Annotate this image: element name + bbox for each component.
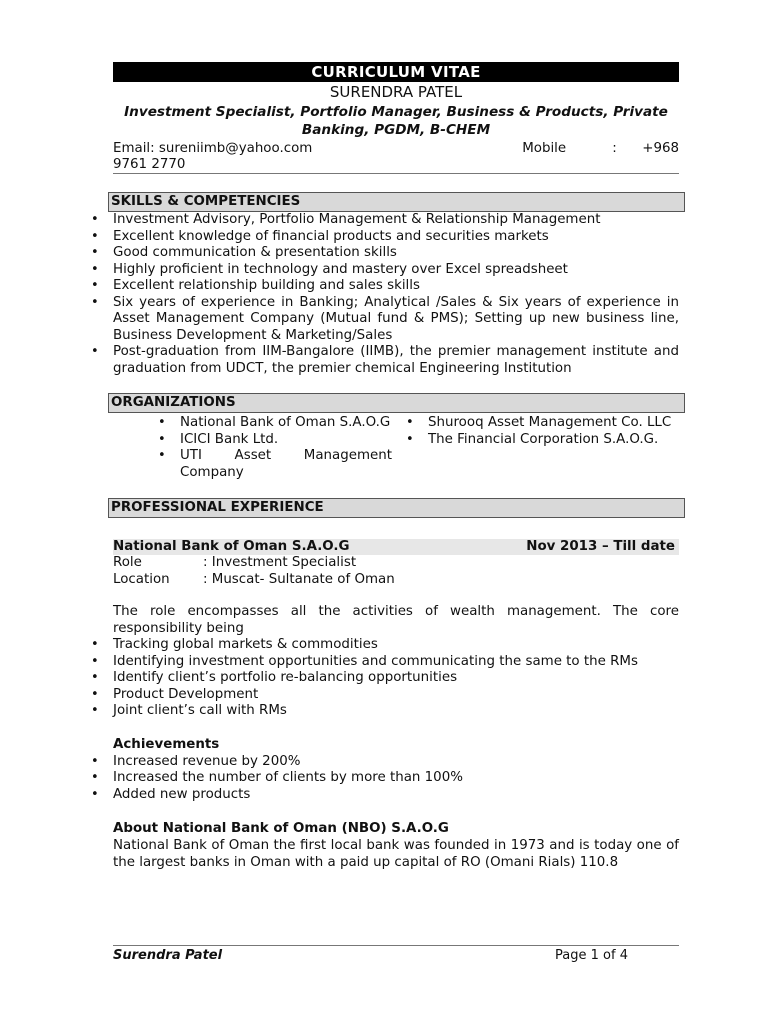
document-title: CURRICULUM VITAE [113,62,679,82]
candidate-name: SURENDRA PATEL [329,83,463,101]
header-divider [113,173,679,174]
about-text: National Bank of Oman the first local bank was founded in 1973 and is today one of the largest banks in Oman with a paid up capital of RO (Omani Rials) 110.8 [113,838,679,870]
list-item: • Increased the number of clients by more than 100% [113,770,679,787]
location-value: : Muscat- Sultanate of Oman [203,571,395,587]
role-value: : Investment Specialist [203,555,357,570]
cv-page [113,62,679,871]
mobile-block [522,141,679,157]
achievements-heading: Achievements [113,736,220,752]
section-organizations-heading: ORGANIZATIONS [108,393,685,413]
skills-list [113,212,679,377]
employer-name: National Bank of Oman S.A.O.G [113,539,350,554]
list-item: • Post-graduation from IIM-Bangalore (IIMB), the premier management institute and graduation from UDCT, the premier chemical Engineering Institution [113,344,679,377]
list-item: • Added new products [113,787,679,804]
mobile-label: Mobile [522,141,567,156]
mobile-number: 9761 2770 [113,157,186,172]
list-item: • Six years of experience in Banking; Analytical /Sales & Six years of experience in Asset Management Company (Mutual fund & PMS); Setting up new business line, Business Development & Marketing/Sales [113,295,679,345]
organizations-col-1 [180,415,392,481]
list-item: • Investment Advisory, Portfolio Management & Relationship Management [113,212,679,229]
footer-author: Surendra Patel [113,948,223,963]
responsibilities-list [113,637,679,720]
list-item: • Highly proficient in technology and mastery over Excel spreadsheet [113,262,679,279]
list-item: • Tracking global markets & commodities [113,637,679,654]
candidate-headline: Investment Specialist, Portfolio Manager, Business & Products, Private Banking, PGDM, B-CHEM [124,104,668,138]
organizations-col-2 [428,415,679,481]
email-text: Email: sureniimb@yahoo.com [113,141,313,156]
list-item: • Identifying investment opportunities and communicating the same to the RMs [113,654,679,671]
role-label: Role [113,555,142,570]
list-item: • ICICI Bank Ltd. [180,432,392,449]
location-label: Location [113,571,170,587]
list-item: • The Financial Corporation S.A.O.G. [428,432,679,449]
list-item: • Product Development [113,687,679,704]
list-item: • Excellent knowledge of financial products and securities markets [113,229,679,246]
list-item: • Joint client’s call with RMs [113,703,679,720]
section-skills-heading: SKILLS & COMPETENCIES [108,192,685,212]
location-row [113,572,679,589]
role-intro: The role encompasses all the activities of wealth management. The core responsibility being [113,604,679,636]
list-item: • Excellent relationship building and sales skills [113,278,679,295]
list-item: • Increased revenue by 200% [113,754,679,771]
organizations-columns [113,415,679,481]
list-item: • UTI Asset Management Company [180,448,392,481]
employment-period: Nov 2013 – Till date [526,539,675,554]
list-item: • Identify client’s portfolio re-balancing opportunities [113,670,679,687]
contact-line [113,141,679,157]
employer-header [113,539,679,555]
role-row [113,555,679,572]
list-item: • Shurooq Asset Management Co. LLC [428,415,679,432]
mobile-separator: : [612,141,617,156]
about-heading: About National Bank of Oman (NBO) S.A.O.G [113,821,449,836]
section-experience-heading: PROFESSIONAL EXPERIENCE [108,498,685,518]
list-item: • National Bank of Oman S.A.O.G [180,415,392,432]
page-footer [113,945,679,963]
achievements-list [113,754,679,804]
list-item: • Good communication & presentation skills [113,245,679,262]
mobile-code: +968 [642,141,679,156]
page-number: Page 1 of 4 [555,948,628,963]
